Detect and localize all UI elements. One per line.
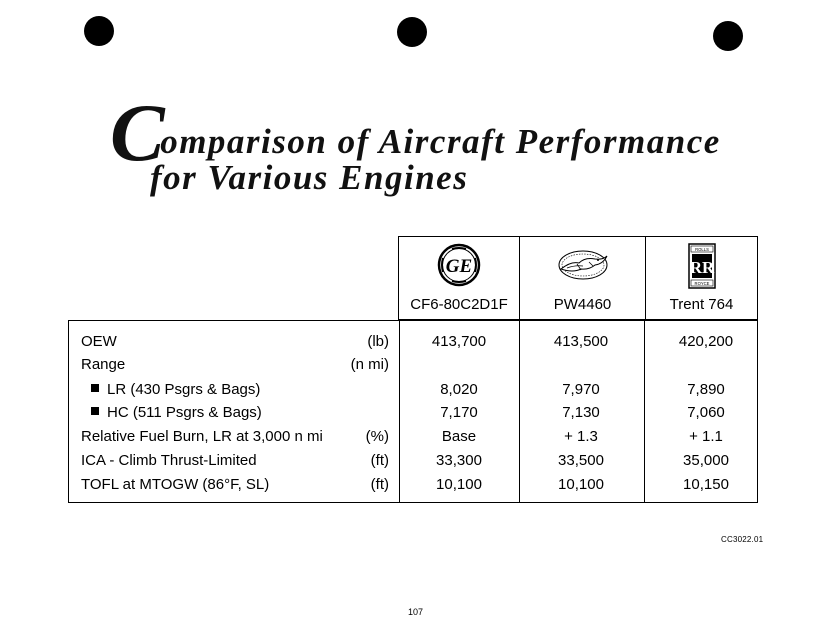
row-label: Relative Fuel Burn, LR at 3,000 n mi bbox=[81, 428, 323, 445]
performance-table bbox=[68, 320, 758, 503]
square-bullet-icon bbox=[91, 384, 99, 392]
row-label: ICA - Climb Thrust-Limited bbox=[81, 452, 257, 469]
ge-logo-letters: GE bbox=[445, 256, 473, 277]
row-unit: (lb) bbox=[367, 333, 389, 350]
row-label bbox=[91, 381, 260, 398]
engine-header bbox=[398, 236, 758, 320]
cell-cf6: Base bbox=[441, 428, 477, 445]
cell-pw4460: + 1.3 bbox=[564, 428, 598, 445]
rolls-royce-logo-letters: RR bbox=[689, 258, 714, 277]
cell-cf6: 33,300 bbox=[436, 452, 482, 469]
title-line-1-text: omparison of Aircraft Performance bbox=[160, 122, 721, 161]
row-label-text: HC (511 Psgrs & Bags) bbox=[107, 404, 262, 421]
table-row-oew bbox=[69, 333, 757, 355]
square-bullet-icon bbox=[91, 407, 99, 415]
title-line-2: for Various Engines bbox=[150, 158, 469, 197]
cell-trent: + 1.1 bbox=[689, 428, 723, 445]
rolls-royce-logo-bottom-word: ROYCE bbox=[694, 281, 709, 286]
table-row-ica bbox=[69, 452, 757, 474]
cell-trent: 7,890 bbox=[687, 381, 725, 398]
engine-column-header-3 bbox=[645, 237, 757, 319]
ge-logo-icon bbox=[437, 243, 481, 287]
engine-name-3: Trent 764 bbox=[669, 296, 734, 313]
row-unit: (n mi) bbox=[350, 356, 389, 373]
cell-cf6: 10,100 bbox=[436, 476, 482, 493]
rolls-royce-logo-icon bbox=[688, 243, 716, 289]
engine-column-header-1 bbox=[399, 237, 519, 319]
cell-pw4460: 413,500 bbox=[553, 333, 609, 350]
cell-trent: 35,000 bbox=[683, 452, 729, 469]
table-row-tofl bbox=[69, 476, 757, 498]
cell-pw4460: 7,970 bbox=[562, 381, 600, 398]
row-label: Range bbox=[81, 356, 126, 373]
cell-trent: 420,200 bbox=[678, 333, 734, 350]
cell-trent: 10,150 bbox=[683, 476, 729, 493]
document-code: CC3022.01 bbox=[721, 535, 764, 544]
table-row-fuel-burn bbox=[69, 428, 757, 450]
page-number: 107 bbox=[408, 607, 424, 617]
row-unit: (%) bbox=[365, 428, 389, 445]
cell-pw4460: 10,100 bbox=[558, 476, 604, 493]
row-label bbox=[91, 404, 262, 421]
cell-cf6: 413,700 bbox=[431, 333, 487, 350]
table-row-range-lr bbox=[69, 381, 757, 403]
cell-pw4460: 33,500 bbox=[558, 452, 604, 469]
binder-hole-right bbox=[713, 21, 743, 51]
table-row-range bbox=[69, 356, 757, 378]
cell-trent: 7,060 bbox=[687, 404, 725, 421]
cell-pw4460: 7,130 bbox=[562, 404, 600, 421]
engine-column-header-2 bbox=[519, 237, 645, 319]
row-label: OEW bbox=[81, 333, 117, 350]
row-unit: (ft) bbox=[370, 452, 389, 469]
table-row-range-hc bbox=[69, 404, 757, 426]
cell-cf6: 7,170 bbox=[440, 404, 478, 421]
row-label-text: LR (430 Psgrs & Bags) bbox=[107, 381, 261, 398]
row-unit: (ft) bbox=[370, 476, 389, 493]
cell-cf6: 8,020 bbox=[440, 381, 478, 398]
title-initial: C bbox=[110, 87, 167, 178]
binder-hole-left bbox=[84, 16, 114, 46]
engine-name-1: CF6-80C2D1F bbox=[410, 296, 508, 313]
pratt-whitney-eagle-icon bbox=[553, 243, 613, 287]
engine-name-2: PW4460 bbox=[553, 296, 612, 313]
row-label: TOFL at MTOGW (86°F, SL) bbox=[81, 476, 270, 493]
rolls-royce-logo-top-word: ROLLS bbox=[694, 247, 709, 252]
binder-hole-center bbox=[397, 17, 427, 47]
